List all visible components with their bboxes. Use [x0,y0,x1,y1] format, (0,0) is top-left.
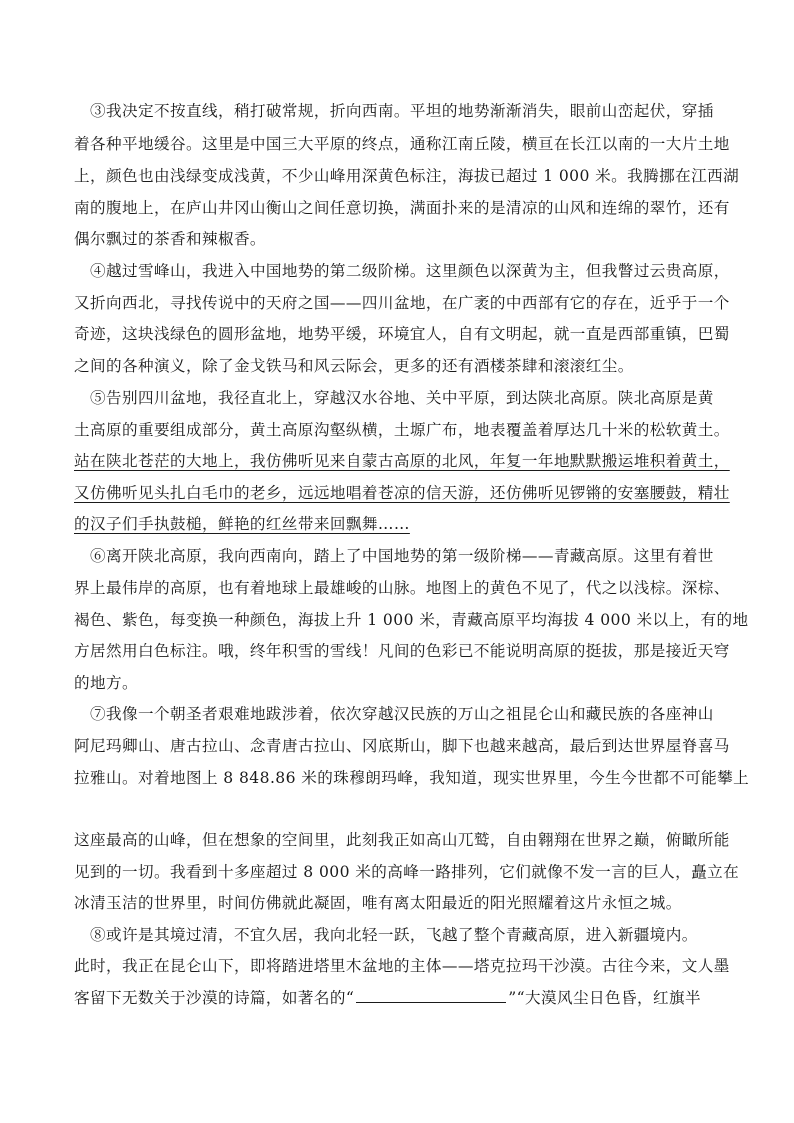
paragraph-5-underlined-line: 的汉子们手执鼓槌，鲜艳的红丝带来回飘舞…… [74,515,410,533]
paragraph-3-line: 上，颜色也由浅绿变成浅黄，不少山峰用深黄色标注，海拔已超过 1 000 米。我腾挪在江西湖 [74,167,740,185]
paragraph-7-line: ⑦我像一个朝圣者艰难地跋涉着，依次穿越汉民族的万山之祖昆仑山和藏民族的各座神山 [90,705,714,723]
paragraph-4-line: 又折向西北，寻找传说中的天府之国——四川盆地，在广袤的中西部有它的存在，近乎于一个 [74,294,730,312]
paragraph-7-line: 这座最高的山峰，但在想象的空间里，此刻我正如高山兀鹫，自由翱翔在世界之巅，俯瞰所能 [74,831,730,849]
paragraph-7-line: 见到的一切。我看到十多座超过 8 000 米的高峰一路排列，它们就像不发一言的巨人，矗立在 [74,863,740,881]
fill-in-blank [356,988,506,1003]
paragraph-6-line: 褐色、紫色，每变换一种颜色，海拔上升 1 000 米，青藏高原平均海拔 4 000 米以上，有的地 [74,611,749,629]
paragraph-8-text-before-blank: 客留下无数关于沙漠的诗篇，如著名的“ [74,989,355,1007]
paragraph-3-line: 南的腹地上，在庐山井冈山衡山之间任意切换，满面扑来的是清凉的山风和连绵的翠竹，还有 [74,199,730,217]
paragraph-5-line: ⑤告别四川盆地，我径直北上，穿越汉水谷地、关中平原，到达陕北高原。陕北高原是黄 [90,389,714,407]
paragraph-8-line: 此时，我正在昆仑山下，即将踏进塔里木盆地的主体——塔克拉玛干沙漠。古往今来，文人墨 [74,957,730,975]
paragraph-4-line: 之间的各种演义，除了金戈铁马和风云际会，更多的还有酒楼茶肆和滚滚红尘。 [74,357,634,375]
paragraph-6-line: 方居然用白色标注。哦，终年积雪的雪线！凡间的色彩已不能说明高原的挺拔，那是接近天穹 [74,642,730,660]
paragraph-4-line: 奇迹，这块浅绿色的圆形盆地，地势平缓，环境宜人，自有文明起，就一直是西部重镇，巴蜀 [74,325,730,343]
paragraph-4-line: ④越过雪峰山，我进入中国地势的第二级阶梯。这里颜色以深黄为主，但我瞥过云贵高原， [90,262,730,280]
paragraph-8-text-after-blank: ”“大漠风尘日色昏，红旗半 [508,989,701,1007]
paragraph-6-line: 界上最伟岸的高原，也有着地球上最雄峻的山脉。地图上的黄色不见了，代之以浅棕。深棕、 [74,579,730,597]
paragraph-3-line: ③我决定不按直线，稍打破常规，折向西南。平坦的地势渐渐消失，眼前山峦起伏，穿插 [90,102,714,120]
paragraph-3-line: 偶尔飘过的茶香和辣椒香。 [74,230,266,248]
paragraph-8-line: ⑧或许是其境过清，不宜久居，我向北轻一跃，飞越了整个青藏高原，进入新疆境内。 [90,926,698,944]
paragraph-5-underlined-line: 站在陕北苍茫的大地上，我仿佛听见来自蒙古高原的北风，年复一年地默默搬运堆积着黄土， [74,452,730,470]
paragraph-7-line: 拉雅山。对着地图上 8 848.86 米的珠穆朗玛峰，我知道，现实世界里，今生今世都不可能攀上 [74,769,750,787]
paragraph-5-underlined-line: 又仿佛听见头扎白毛巾的老乡，远远地唱着苍凉的信天游，还仿佛听见锣锵的安塞腰鼓，精壮 [74,484,730,502]
paragraph-6-line: ⑥离开陕北高原，我向西南向，踏上了中国地势的第一级阶梯——青藏高原。这里有着世 [90,547,714,565]
paragraph-8-line [74,988,724,1008]
paragraph-5-line: 土高原的重要组成部分，黄土高原沟壑纵横，土塬广布，地表覆盖着厚达几十米的松软黄土。 [74,421,730,439]
paragraph-7-line: 冰清玉洁的世界里，时间仿佛就此凝固，唯有离太阳最近的阳光照耀着这片永恒之城。 [74,894,682,912]
paragraph-7-line: 阿尼玛卿山、唐古拉山、念青唐古拉山、冈底斯山，脚下也越来越高，最后到达世界屋脊喜马 [74,737,730,755]
paragraph-6-line: 的地方。 [74,674,138,692]
paragraph-3-line: 着各种平地缓谷。这里是中国三大平原的终点，通称江南丘陵，横亘在长江以南的一大片土地 [74,135,730,153]
